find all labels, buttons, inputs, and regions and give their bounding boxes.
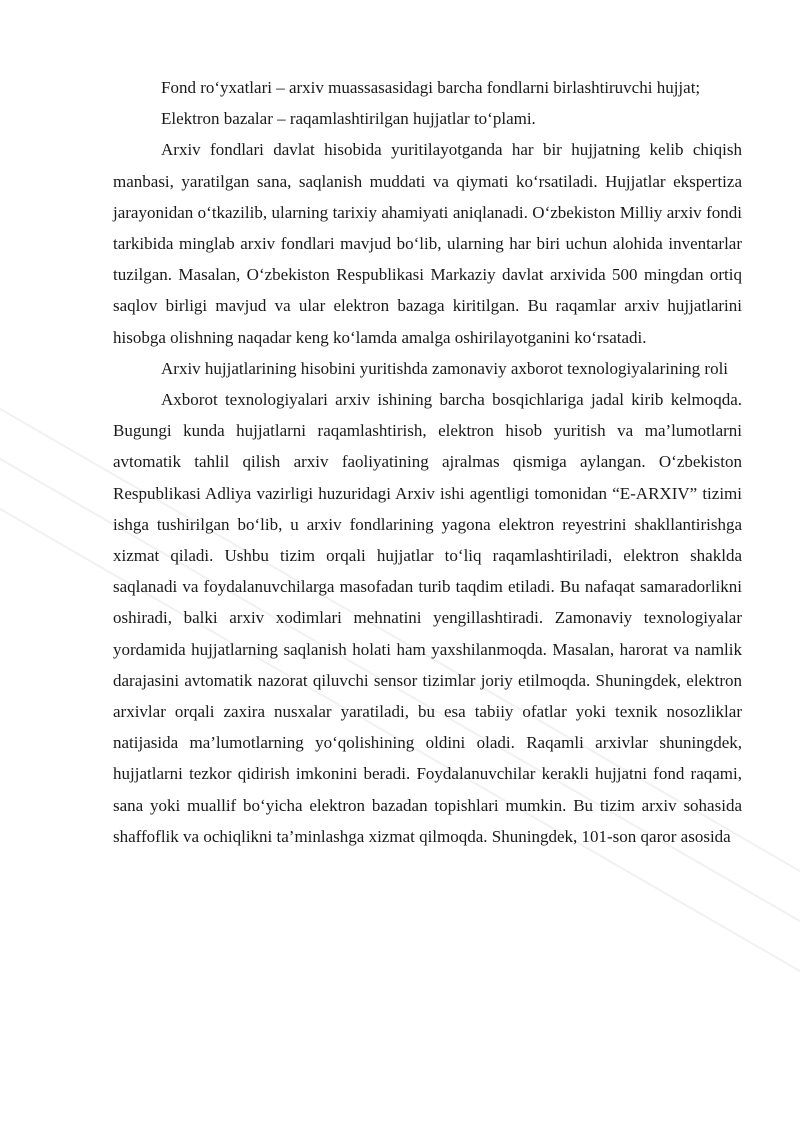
paragraph-elektron-bazalar: Elektron bazalar – raqamlashtirilgan hujjatlar to‘plami. — [161, 109, 536, 129]
paragraph-fond-royxatlari: Fond ro‘yxatlari – arxiv muassasasidagi barcha fondlarni birlashtiruvchi hujjat; — [161, 78, 701, 97]
document-page — [113, 72, 742, 852]
paragraph-arxiv-fondlari: Arxiv fondlari davlat hisobida yuritilayotganda har bir hujjatning kelib chiqish manbasi, yaratilgan sana, saqlanish muddati va qiymati ko‘rsatiladi. Hujjatlar ekspertiza jarayonidan o‘tkazilib, ularning tarixiy ahamiyati aniqlanadi. O‘zbekiston Milliy arxiv fondi tarkibida minglab arxiv fondlari mavjud bo‘lib, ularning har biri uchun alohida inventarlar tuzilgan. Masalan, O‘zbekiston Respublikasi Markaziy davlat arxivida 500 mingdan ortiq saqlov birligi mavjud va ular elektron bazaga kiritilgan. Bu raqamlar arxiv hujjatlarini hisobga olishning naqadar keng ko‘lamda amalga oshirilayotganini ko‘rsatadi. — [113, 140, 742, 347]
paragraph-axborot-texnologiyalari: Axborot texnologiyalari arxiv ishining barcha bosqichlariga jadal kirib kelmoqda. Bugungi kunda hujjatlarni raqamlashtirish, elektron hisob yuritish va ma’lumotlarni avtomatik tahlil qilish arxiv faoliyatining ajralmas qismiga aylangan. O‘zbekiston Respublikasi Adliya vazirligi huzuridagi Arxiv ishi agentligi tomonidan “E-ARXIV” tizimi ishga tushirilgan bo‘lib, u arxiv fondlarining yagona elektron reyestrini shakllantirishga xizmat qiladi. Ushbu tizim orqali hujjatlar to‘liq raqamlashtiriladi, elektron shaklda saqlanadi va foydalanuvchilarga masofadan turib taqdim etiladi. Bu nafaqat samaradorlikni oshiradi, balki arxiv xodimlari mehnatini yengillashtiradi. Zamonaviy texnologiyalar yordamida hujjatlarning saqlanish holati ham yaxshilanmoqda. Masalan, harorat va namlik darajasini avtomatik nazorat qiluvchi sensor tizimlar joriy etilmoqda. Shuningdek, elektron arxivlar orqali zaxira nusxalar yaratiladi, bu esa tabiiy ofatlar yoki texnik nosozliklar natijasida ma’lumotlarning yo‘qolishining oldini oladi. Raqamli arxivlar shuningdek, hujjatlarni tezkor qidirish imkonini beradi. Foydalanuvchilar kerakli hujjatni fond raqami, sana yoki muallif bo‘yicha elektron bazadan topishlari mumkin. Bu tizim arxiv sohasida shaffoflik va ochiqlikni ta’minlashga xizmat qilmoqda. Shuningdek, 101-son qaror asosida — [113, 390, 742, 846]
section-heading-it-role: Arxiv hujjatlarining hisobini yuritishda zamonaviy axborot texnologiyalarining roli — [161, 358, 729, 378]
